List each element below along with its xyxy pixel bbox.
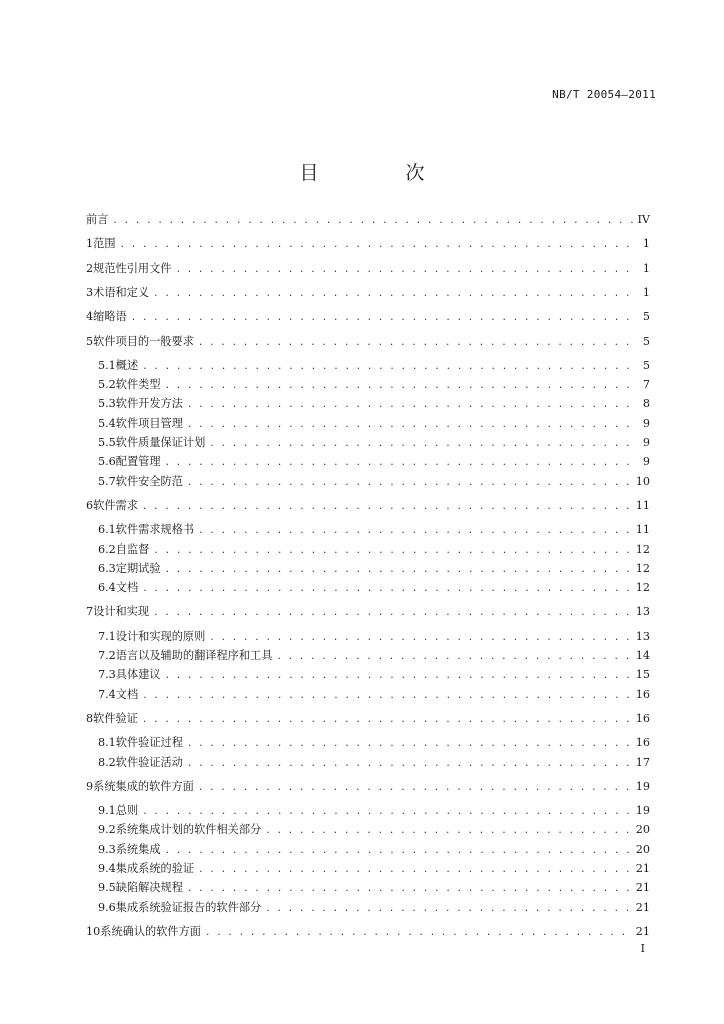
toc-entry-number: 9.1: [98, 804, 116, 818]
toc-dot-leader: [153, 607, 632, 619]
toc-entry-number: 5.2: [98, 378, 116, 392]
toc-entry-title: 软件需求规格书: [115, 523, 195, 537]
toc-entry-number: 5.1: [98, 358, 116, 372]
toc-entry[interactable]: [86, 581, 650, 595]
toc-entry-title: 术语和定义: [93, 285, 150, 299]
toc-entry-page: 20: [635, 823, 650, 837]
toc-entry-page: 17: [635, 755, 650, 769]
toc-entry-page: IV: [637, 213, 650, 226]
toc-entry[interactable]: [86, 562, 650, 576]
toc-entry[interactable]: [86, 780, 650, 794]
toc-entry[interactable]: [86, 286, 650, 300]
toc-entry-page: 1: [642, 285, 650, 299]
toc-entry-number: 7.4: [98, 687, 116, 701]
toc-entry-title: 软件项目管理: [115, 416, 183, 430]
toc-entry-title: 软件项目的一般要求: [93, 334, 194, 348]
toc-entry-page: 15: [635, 668, 650, 682]
toc-entry-number: 6.3: [98, 561, 116, 575]
toc-dot-leader: [153, 545, 631, 557]
toc-entry-title: 系统集成的软件方面: [93, 779, 194, 793]
toc-entry-title: 软件需求: [93, 498, 138, 512]
toc-dot-leader: [131, 312, 636, 324]
toc-entry[interactable]: [86, 630, 650, 644]
toc-entry-title: 软件安全防范: [115, 474, 183, 488]
toc-entry-title: 文档: [115, 581, 139, 595]
toc-entry-page: 5: [642, 358, 650, 372]
toc-entry-title: 集成系统的验证: [115, 862, 195, 875]
toc-entry-number: 5: [86, 334, 94, 348]
toc-entry-title: 缺陷解决规程: [115, 881, 183, 895]
toc-entry-number: 5.3: [98, 397, 116, 411]
toc-entry-page: 16: [635, 736, 650, 750]
toc-dot-leader: [198, 864, 632, 876]
toc-entry-title: 具体建议: [115, 668, 161, 682]
toc-entry-number: 8: [86, 711, 94, 725]
toc-dot-leader: [198, 782, 632, 794]
toc-entry-title: 软件开发方法: [115, 397, 183, 411]
toc-entry-page: 21: [635, 924, 650, 938]
toc-entry[interactable]: [86, 237, 650, 251]
toc-entry[interactable]: [86, 901, 650, 915]
toc-entry[interactable]: [86, 543, 650, 557]
toc-entry-page: 7: [642, 378, 650, 392]
toc-dot-leader: [142, 714, 632, 726]
toc-entry-number: 1: [86, 237, 94, 251]
toc-entry-title: 范围: [93, 237, 116, 251]
toc-entry[interactable]: [86, 736, 650, 750]
toc-dot-leader: [209, 438, 636, 450]
toc-entry[interactable]: [86, 523, 650, 537]
toc-entry[interactable]: [86, 359, 650, 373]
toc-entry-number: 9.5: [98, 881, 116, 895]
toc-dot-leader: [112, 215, 633, 227]
toc-entry-number: 7: [86, 605, 94, 619]
toc-entry-page: 21: [635, 900, 650, 914]
toc-entry-title: 概述: [115, 358, 139, 372]
toc-entry-number: 7.2: [98, 649, 116, 662]
toc-entry-title: 自监督: [115, 542, 150, 556]
toc-entry[interactable]: [86, 925, 650, 939]
toc-entry-title: 语言以及辅助的翻译程序和工具: [115, 649, 273, 662]
toc-entry[interactable]: [86, 436, 650, 450]
toc-entry-title: 软件质量保证计划: [115, 436, 206, 449]
toc-entry-title: 集成系统验证报告的软件部分: [115, 900, 262, 914]
toc-entry-page: 14: [635, 649, 650, 662]
toc-entry-number: 6.2: [98, 542, 116, 556]
toc-dot-leader: [187, 883, 632, 895]
toc-entry-number: 6.1: [98, 523, 116, 537]
toc-entry-number: 5.4: [98, 416, 116, 430]
toc-dot-leader: [165, 564, 632, 576]
toc-entry-number: 8.1: [98, 736, 116, 750]
toc-entry-page: 11: [635, 498, 650, 512]
toc-entry-title: 总则: [115, 804, 139, 818]
toc-dot-leader: [187, 419, 636, 431]
toc-entry-number: 5.6: [98, 455, 116, 469]
toc-entry-title: 系统确认的软件方面: [100, 924, 201, 938]
toc-entry-title: 配置管理: [115, 455, 161, 469]
toc-dot-leader: [187, 758, 632, 770]
toc-dot-leader: [142, 361, 636, 373]
toc-dot-leader: [165, 380, 636, 392]
toc-entry-number: 6.4: [98, 581, 116, 595]
toc-entry-number: 5.7: [98, 474, 116, 488]
toc-entry[interactable]: [86, 881, 650, 895]
toc-dot-leader: [187, 399, 636, 411]
toc-entry-title: 定期试验: [115, 561, 161, 575]
toc-dot-leader: [209, 632, 631, 644]
toc-entry-title: 文档: [115, 687, 139, 701]
toc-dot-leader: [142, 501, 632, 513]
toc-entry-number: 8.2: [98, 755, 116, 769]
toc-entry-title: 系统集成计划的软件相关部分: [115, 823, 262, 837]
toc-entry[interactable]: [86, 605, 650, 619]
toc-entry-page: 9: [642, 416, 650, 430]
toc-entry-page: 12: [635, 561, 650, 575]
standard-code: NB/T 20054—2011: [552, 88, 656, 101]
toc-entry-page: 12: [635, 542, 650, 556]
toc-entry[interactable]: [86, 712, 650, 726]
toc-entry-title: 软件类型: [115, 378, 161, 392]
toc-entry[interactable]: [86, 213, 650, 227]
toc-entry-page: 8: [642, 397, 650, 411]
toc-entry-page: 5: [642, 334, 650, 348]
toc-entry-page: 1: [642, 261, 650, 275]
toc-entry-number: 9.3: [98, 842, 116, 856]
toc-entry-page: 11: [635, 523, 650, 537]
toc-dot-leader: [142, 583, 632, 595]
toc-entry-page: 9: [642, 436, 650, 449]
toc-entry-page: 12: [635, 581, 650, 595]
toc-entry[interactable]: [86, 688, 650, 702]
toc-entry-number: 6: [86, 498, 94, 512]
toc-entry[interactable]: [86, 455, 650, 469]
toc-entry[interactable]: [86, 668, 650, 682]
toc-entry[interactable]: [86, 843, 650, 857]
toc-entry-page: 13: [635, 629, 650, 643]
toc-dot-leader: [198, 337, 636, 349]
toc-dot-leader: [120, 239, 636, 251]
toc-entry[interactable]: [86, 378, 650, 392]
toc-entry[interactable]: [86, 756, 650, 770]
toc-entry-page: 1: [642, 237, 650, 251]
toc-entry-number: 10: [86, 924, 101, 938]
toc-entry-number: 2: [86, 261, 94, 275]
toc-entry[interactable]: [86, 397, 650, 411]
toc-dot-leader: [153, 288, 636, 300]
toc-entry-page: 20: [635, 842, 650, 856]
toc-entry-number: 3: [86, 285, 94, 299]
toc-entry-number: 7.3: [98, 668, 116, 682]
toc-dot-leader: [165, 670, 632, 682]
toc-entry-title: 软件验证活动: [115, 755, 183, 769]
toc-entry[interactable]: [86, 499, 650, 513]
toc-entry[interactable]: [86, 862, 650, 876]
toc-entry-page: 10: [635, 474, 650, 488]
toc-entry-title: 设计和实现的原则: [115, 629, 206, 643]
toc-entry-page: 16: [635, 687, 650, 701]
toc-entry[interactable]: [86, 649, 650, 663]
toc-entry-title: 系统集成: [115, 842, 161, 856]
toc-entry-page: 5: [642, 310, 650, 324]
toc-entry-number: 5.5: [98, 436, 116, 449]
toc-entry-number: 9.6: [98, 900, 116, 914]
toc-dot-leader: [265, 903, 632, 915]
toc-entry-title: 设计和实现: [93, 605, 150, 619]
toc-dot-leader: [265, 825, 632, 837]
toc-entry-title: 规范性引用文件: [93, 261, 172, 275]
toc-dot-leader: [187, 738, 632, 750]
toc-dot-leader: [142, 690, 632, 702]
toc-dot-leader: [165, 845, 632, 857]
toc-entry-title: 软件验证过程: [115, 736, 183, 750]
toc-dot-leader: [198, 525, 632, 537]
toc-entry[interactable]: [86, 804, 650, 818]
toc-entry[interactable]: [86, 823, 650, 837]
toc-entry[interactable]: [86, 310, 650, 324]
toc-entry-page: 9: [642, 455, 650, 469]
toc-dot-leader: [175, 264, 636, 276]
toc-entry-number: 9.2: [98, 823, 116, 837]
toc-entry-title: 前言: [86, 213, 109, 226]
toc-entry-page: 19: [635, 779, 650, 793]
toc-entry-title: 缩略语: [93, 310, 127, 324]
toc-dot-leader: [187, 477, 632, 489]
page-title: 目 次: [299, 162, 459, 184]
toc-entry-title: 软件验证: [93, 711, 138, 725]
toc-entry-page: 19: [635, 804, 650, 818]
toc-entry-number: 7.1: [98, 629, 116, 643]
toc-dot-leader: [165, 457, 636, 469]
toc-entry-number: 9.4: [98, 862, 116, 875]
toc-entry-page: 16: [635, 711, 650, 725]
toc-entry[interactable]: [86, 262, 650, 276]
toc-entry-page: 21: [635, 881, 650, 895]
toc-entry-number: 4: [86, 310, 94, 324]
toc-entry[interactable]: [86, 335, 650, 349]
toc-entry-page: 21: [635, 862, 650, 875]
toc-entry-number: 9: [86, 779, 94, 793]
toc-entry-page: 13: [635, 605, 650, 619]
toc-dot-leader: [142, 806, 632, 818]
toc-entry[interactable]: [86, 417, 650, 431]
toc-dot-leader: [205, 927, 632, 939]
toc-entry[interactable]: [86, 475, 650, 489]
page-number: I: [640, 942, 645, 955]
toc-dot-leader: [276, 651, 631, 663]
